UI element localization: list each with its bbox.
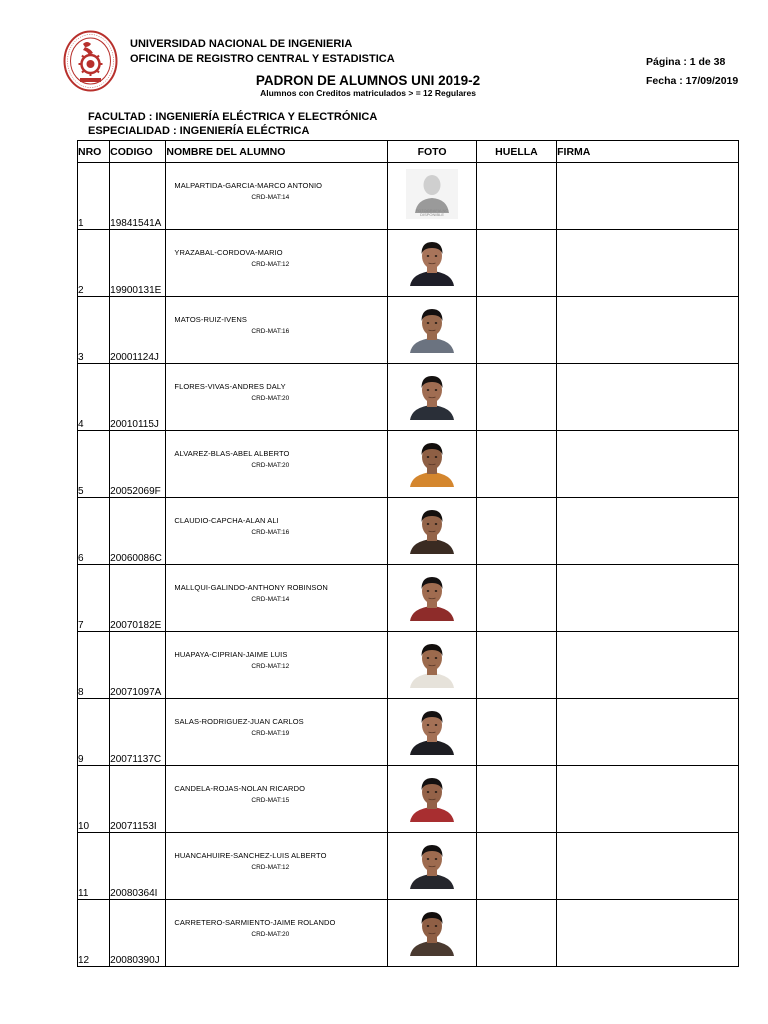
table-row [78,766,739,833]
student-photo [406,638,458,688]
fingerprint-cell [476,766,556,833]
student-code: 20060086C [110,498,166,565]
student-photo [406,169,458,219]
row-number: 9 [78,699,110,766]
column-header-nro: NRO [78,141,110,163]
specialty-label: ESPECIALIDAD : INGENIERÍA ELÉCTRICA [88,125,310,137]
student-name: MALLQUI-GALINDO-ANTHONY ROBINSON [174,583,328,592]
photo-cell [388,297,476,364]
student-photo [406,772,458,822]
row-number: 3 [78,297,110,364]
column-header-firma: FIRMA [557,141,739,163]
signature-cell [557,163,739,230]
row-number: 1 [78,163,110,230]
credits-enrolled: CRD-MAT:15 [251,797,290,804]
student-code: 20071137C [110,699,166,766]
fingerprint-cell [476,364,556,431]
student-name-cell [166,163,388,230]
student-photo [406,504,458,554]
student-name: YRAZABAL-CORDOVA-MARIO [174,248,283,257]
row-number: 4 [78,364,110,431]
student-code: 20010115J [110,364,166,431]
student-name: FLORES-VIVAS-ANDRES DALY [174,382,286,391]
student-roster-table [77,140,739,967]
student-name: SALAS-RODRIGUEZ-JUAN CARLOS [174,717,304,726]
student-photo [406,571,458,621]
document-subtitle: Alumnos con Creditos matriculados > = 12 Regulares [260,88,476,98]
faculty-label: FACULTAD : INGENIERÍA ELÉCTRICA Y ELECTRÓNICA [88,111,378,123]
photo-unavailable-caption: FOTOGRAFIA NO DISPONIBLE [415,207,449,217]
signature-cell [557,230,739,297]
photo-cell [388,498,476,565]
fingerprint-cell [476,431,556,498]
fingerprint-cell [476,632,556,699]
student-name: MALPARTIDA-GARCIA-MARCO ANTONIO [174,181,323,190]
photo-cell [388,833,476,900]
university-name: UNIVERSIDAD NACIONAL DE INGENIERIA [130,38,353,50]
table-row [78,364,739,431]
student-name-cell [166,833,388,900]
student-photo [406,906,458,956]
student-name-cell [166,364,388,431]
table-row [78,230,739,297]
student-name-cell [166,431,388,498]
credits-enrolled: CRD-MAT:16 [251,328,290,335]
photo-cell [388,364,476,431]
signature-cell [557,565,739,632]
fingerprint-cell [476,565,556,632]
student-code: 20070182E [110,565,166,632]
credits-enrolled: CRD-MAT:20 [251,395,290,402]
student-code: 20071153I [110,766,166,833]
fingerprint-cell [476,699,556,766]
fingerprint-cell [476,498,556,565]
row-number: 8 [78,632,110,699]
student-name-cell [166,297,388,364]
photo-cell [388,230,476,297]
signature-cell [557,766,739,833]
photo-cell [388,163,476,230]
student-photo [406,236,458,286]
student-name: CLAUDIO-CAPCHA-ALAN ALI [174,516,279,525]
table-row [78,498,739,565]
column-header-nombre: NOMBRE DEL ALUMNO [166,141,388,163]
page-number: Página : 1 de 38 [646,56,726,68]
student-code: 20071097A [110,632,166,699]
fingerprint-cell [476,163,556,230]
table-header-row [78,141,739,163]
signature-cell [557,632,739,699]
column-header-huella: HUELLA [476,141,556,163]
table-row [78,699,739,766]
student-code: 20080364I [110,833,166,900]
student-name: ALVAREZ-BLAS-ABEL ALBERTO [174,449,290,458]
student-photo [406,303,458,353]
student-code: 20052069F [110,431,166,498]
signature-cell [557,699,739,766]
office-name: OFICINA DE REGISTRO CENTRAL Y ESTADISTICA [130,53,395,65]
signature-cell [557,431,739,498]
credits-enrolled: CRD-MAT:20 [251,462,290,469]
student-name-cell [166,498,388,565]
table-row [78,632,739,699]
signature-cell [557,498,739,565]
signature-cell [557,297,739,364]
credits-enrolled: CRD-MAT:19 [251,730,290,737]
student-name-cell [166,632,388,699]
fingerprint-cell [476,833,556,900]
student-name-cell [166,699,388,766]
student-photo [406,437,458,487]
student-name-cell [166,900,388,967]
document-title: PADRON DE ALUMNOS UNI 2019-2 [255,73,481,88]
credits-enrolled: CRD-MAT:14 [251,194,290,201]
table-row [78,431,739,498]
photo-cell [388,632,476,699]
student-name-cell [166,766,388,833]
credits-enrolled: CRD-MAT:12 [251,864,290,871]
credits-enrolled: CRD-MAT:16 [251,529,290,536]
fingerprint-cell [476,900,556,967]
table-row [78,163,739,230]
student-photo [406,839,458,889]
student-photo [406,370,458,420]
row-number: 6 [78,498,110,565]
fingerprint-cell [476,230,556,297]
student-name-cell [166,230,388,297]
photo-cell [388,431,476,498]
photo-cell [388,900,476,967]
credits-enrolled: CRD-MAT:12 [251,261,290,268]
photo-cell [388,766,476,833]
student-name-cell [166,565,388,632]
row-number: 12 [78,900,110,967]
student-name: HUAPAYA-CIPRIAN-JAIME LUIS [174,650,288,659]
report-date: Fecha : 17/09/2019 [646,75,739,87]
table-row [78,565,739,632]
credits-enrolled: CRD-MAT:20 [251,931,290,938]
column-header-foto: FOTO [388,141,476,163]
photo-cell [388,565,476,632]
row-number: 11 [78,833,110,900]
student-code: 20001124J [110,297,166,364]
row-number: 5 [78,431,110,498]
student-name: CARRETERO-SARMIENTO-JAIME ROLANDO [174,918,336,927]
fingerprint-cell [476,297,556,364]
signature-cell [557,833,739,900]
column-header-codigo: CODIGO [110,141,166,163]
student-photo [406,705,458,755]
student-code: 19900131E [110,230,166,297]
student-name: CANDELA-ROJAS-NOLAN RICARDO [174,784,306,793]
row-number: 2 [78,230,110,297]
student-code: 19841541A [110,163,166,230]
photo-cell [388,699,476,766]
student-code: 20080390J [110,900,166,967]
table-row [78,900,739,967]
signature-cell [557,900,739,967]
row-number: 7 [78,565,110,632]
credits-enrolled: CRD-MAT:14 [251,596,290,603]
row-number: 10 [78,766,110,833]
student-name: MATOS-RUIZ-IVENS [174,315,247,324]
signature-cell [557,364,739,431]
table-row [78,833,739,900]
student-name: HUANCAHUIRE-SANCHEZ-LUIS ALBERTO [174,851,327,860]
table-row [78,297,739,364]
credits-enrolled: CRD-MAT:12 [251,663,290,670]
